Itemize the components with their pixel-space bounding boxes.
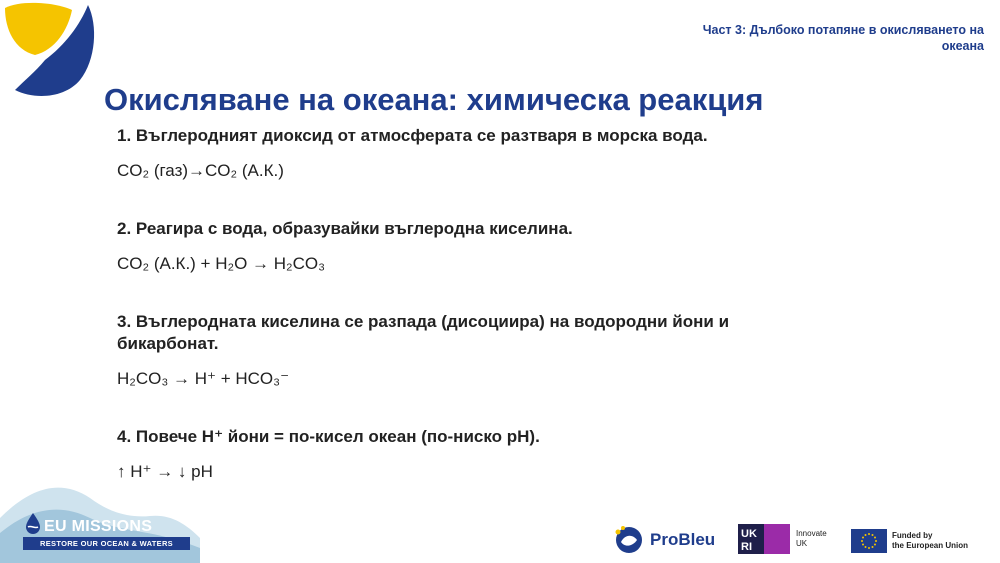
chapter-label-line2: океана (941, 39, 984, 53)
step-4-heading: 4. Повече H⁺ йони = по-кисел океан (по-ниско pH). (117, 427, 540, 446)
step-3-heading (117, 311, 857, 355)
innovate-uk-logo (738, 524, 827, 554)
eu-missions-label: EU MISSIONS (44, 518, 153, 535)
probleu-emblem-icon (613, 524, 645, 556)
svg-text:UK: UK (741, 528, 757, 540)
ukri-emblem-icon (738, 524, 790, 554)
reaction-steps (117, 125, 857, 483)
step-3-heading-line1: 3. Въглеродната киселина се разпада (дисоциира) на водородни йони и (117, 312, 730, 331)
step-2-heading: 2. Реагира с вода, образувайки въглеродна киселина. (117, 219, 573, 238)
eu-missions-drop-icon (24, 512, 42, 534)
eu-missions-subtitle: RESTORE OUR OCEAN & WATERS (23, 537, 190, 550)
probleu-logo (613, 524, 715, 556)
svg-text:RI: RI (741, 541, 752, 553)
step-1-formula: CO₂ (газ)→CO₂ (А.К.) (117, 161, 284, 180)
chapter-label-line1: Част 3: Дълбоко потапяне в окисляването на (702, 23, 984, 37)
probleu-label: ProBleu (650, 530, 716, 549)
innovate-uk-line2: UK (796, 539, 808, 548)
slide-title: Окисляване на океана: химическа реакция (104, 82, 764, 117)
eu-flag-icon (851, 529, 887, 553)
innovate-uk-line1: Innovate (796, 529, 827, 538)
funded-by-line2: the European Union (892, 541, 968, 550)
step-3-heading-line2: бикарбонат. (117, 334, 219, 353)
step-1-heading: 1. Въглеродният диоксид от атмосферата се разтваря в морска вода. (117, 126, 708, 145)
funded-by-line1: Funded by (892, 531, 933, 540)
innovate-uk-text (796, 529, 827, 549)
step-2-formula: CO₂ (А.К.) + H₂O → H₂CO₃ (117, 254, 326, 273)
chapter-label (654, 22, 984, 54)
step-3-formula: H₂CO₃ → H⁺ + HCO₃⁻ (117, 369, 290, 388)
step-4-formula: ↑ H⁺ → ↓ pH (117, 462, 213, 481)
funded-by-eu-text (892, 531, 968, 551)
project-logo-icon (0, 0, 100, 100)
